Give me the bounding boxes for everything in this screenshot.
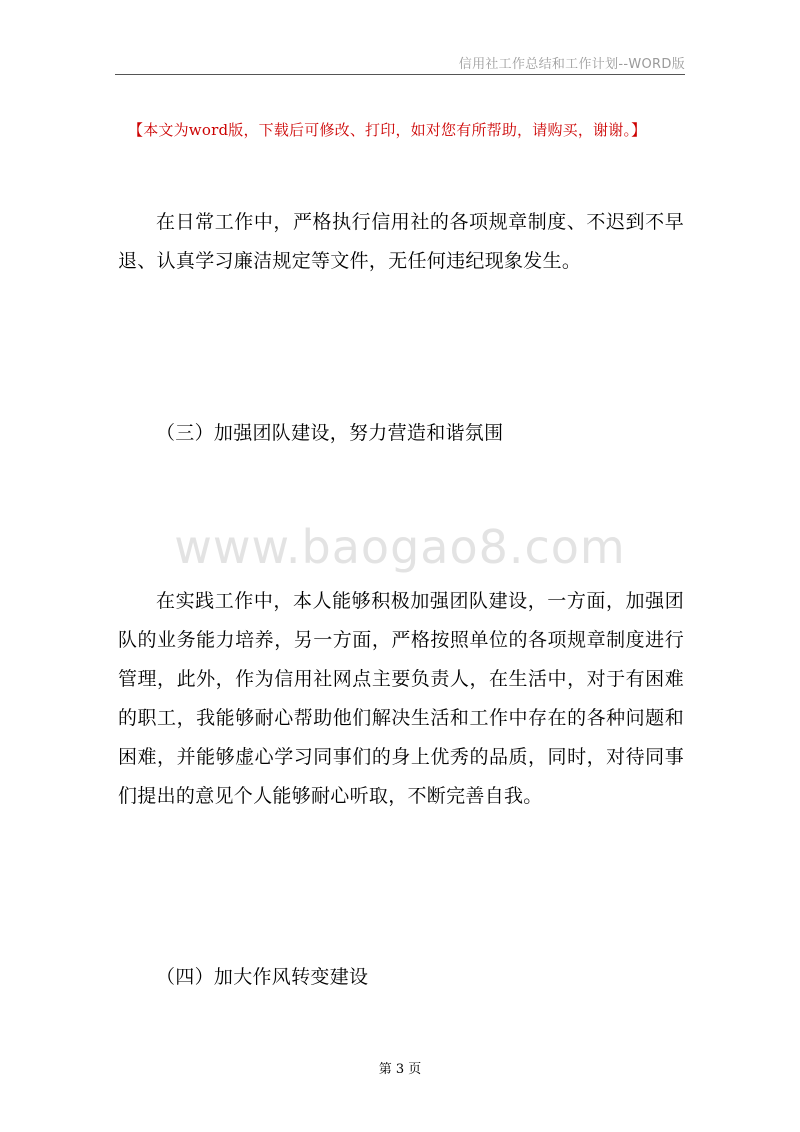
watermark: www.baogao8.com bbox=[174, 520, 626, 574]
paragraph-team-building: 在实践工作中，本人能够积极加强团队建设，一方面，加强团队的业务能力培养，另一方面，严格按照单位的各项规章制度进行管理，此外，作为信用社网点主要负责人，在生活中，对于有困难的职工，我能够耐心帮助他们解决生活和工作中存在的各种问题和困难，并能够虚心学习同事们的身上优秀的品质，同时，对待同事们提出的意见个人能够耐心听取，不断完善自我。 bbox=[118, 590, 684, 807]
paragraph-discipline: 在日常工作中，严格执行信用社的各项规章制度、不迟到不早退、认真学习廉洁规定等文件，无任何违纪现象发生。 bbox=[118, 211, 684, 272]
running-header: 信用社工作总结和工作计划--WORD版 bbox=[458, 57, 685, 72]
download-notice: 【本文为word版，下载后可修改、打印，如对您有所帮助，请购买，谢谢。】 bbox=[128, 121, 647, 139]
page-number: 第 3 页 bbox=[378, 1062, 422, 1077]
section-heading-4: （四）加大作风转变建设 bbox=[156, 966, 369, 988]
header-divider bbox=[115, 74, 685, 75]
section-heading-3: （三）加强团队建设，努力营造和谐氛围 bbox=[156, 422, 504, 444]
